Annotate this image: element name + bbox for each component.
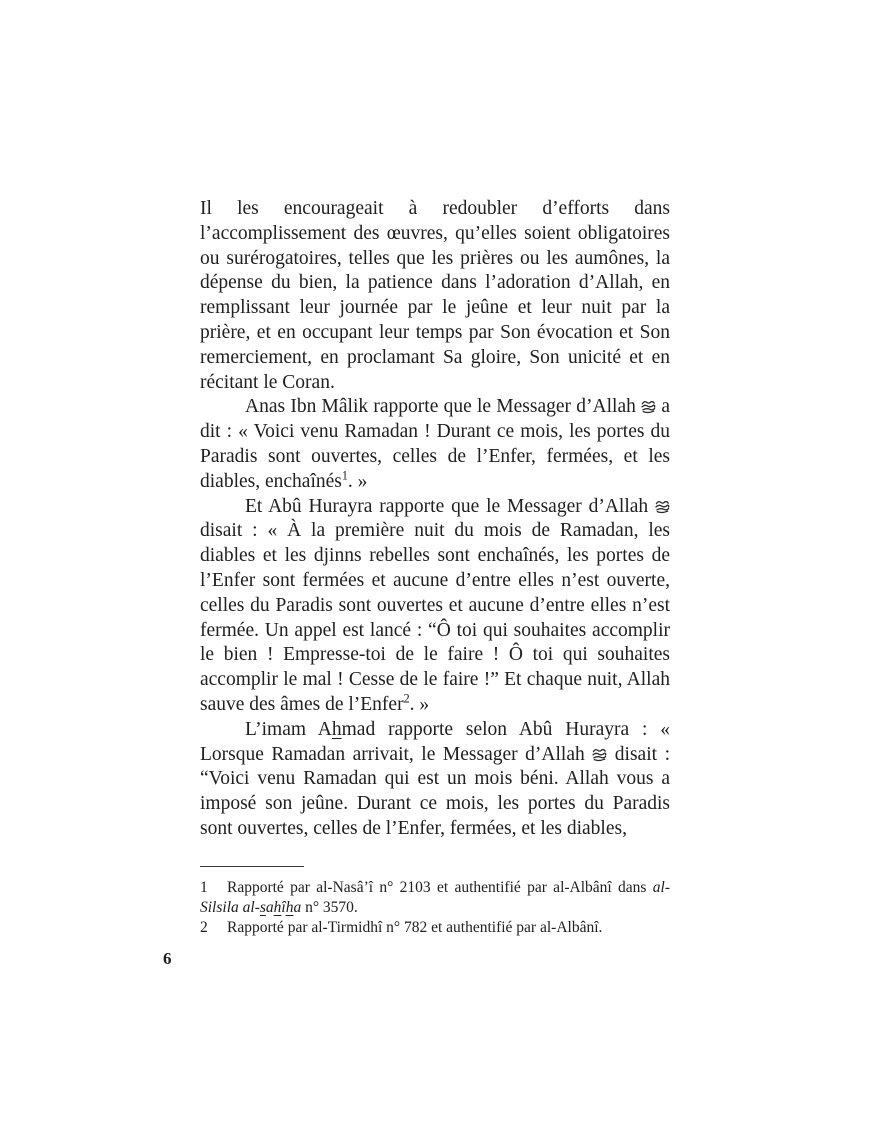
text-run: . » bbox=[409, 693, 430, 715]
paragraph bbox=[200, 197, 670, 395]
text-run: disait : “Voici venu Ramadan qui est un mois béni. Allah vous a imposé son jeûne. Durant ce mois, les portes du Paradis sont ouvertes, celles de l’Enfer, fermées, et les diables, bbox=[200, 743, 670, 839]
text-run: Rapporté par al-Tirmidhî n° 782 et authentifié par al-Albânî. bbox=[227, 919, 603, 937]
footnote bbox=[200, 918, 670, 938]
footnote-number: 2 bbox=[200, 919, 208, 937]
text-run: h bbox=[331, 718, 342, 740]
text-run: Et Abû Hurayra rapporte que le Messager d’Allah bbox=[245, 495, 655, 517]
footnote bbox=[200, 878, 670, 918]
text-run: a bbox=[293, 899, 302, 917]
paragraph bbox=[200, 718, 670, 842]
text-run: a bbox=[265, 899, 274, 917]
text-run: s bbox=[259, 899, 266, 917]
text-run: disait : « À la première nuit du mois de Ramadan, les diables et les djinns rebelles sont enchaînés, les portes de l’Enfer sont fermées et aucune d’entre elles n’est ouverte, celles du Paradis sont ouvertes et aucune d’entre elles n’est fermée. Un appel est lancé : “Ô toi qui souhaites accomplir le bien ! Empresse-toi de le faire ! Ô toi qui souhaites accomplir le mal ! Cesse de le faire !” Et chaque nuit, Allah sauve des âmes de l’Enfer bbox=[200, 520, 670, 715]
text-run: Rapporté par al-Nasâ’î n° 2103 et authentifié par al-Albânî dans bbox=[227, 879, 653, 896]
saws-calligraphy-icon bbox=[641, 399, 656, 414]
text-run: Il les encourageait à redoubler d’efforts dans l’accomplissement des œuvres, qu’elles soient obligatoires ou surérogatoires, telles que les prières ou les aumônes, la dépense du bien, la patience dans l’adoration d’Allah, en remplissant leur journée par le jeûne et leur nuit par la prière, et en occupant leur temps par Son évocation et Son remerciement, en proclamant Sa gloire, Son unicité et en récitant le Coran. bbox=[200, 198, 670, 393]
page-number: 6 bbox=[163, 949, 172, 968]
footnote-ref: 1 bbox=[341, 468, 348, 483]
text-run: L’imam A bbox=[245, 718, 332, 740]
footnote-ref: 2 bbox=[403, 691, 410, 706]
text-run: î bbox=[281, 899, 286, 917]
text-run: Anas Ibn Mâlik rapporte que le Messager d’Allah bbox=[245, 396, 642, 418]
footnote-separator bbox=[200, 866, 304, 867]
footnote-number: 1 bbox=[200, 879, 208, 896]
saws-calligraphy-icon bbox=[592, 747, 607, 762]
main-text-block bbox=[200, 197, 670, 842]
text-run: a dit : « Voici venu Ramadan ! Durant ce mois, les portes du Paradis sont ouvertes, celles de l’Enfer, fermées, et les diables, enchaînés bbox=[200, 396, 670, 492]
text-run: al-Silsila al- bbox=[200, 879, 670, 917]
footnotes-block bbox=[200, 878, 670, 939]
saws-calligraphy-icon bbox=[655, 499, 670, 514]
text-run: h bbox=[285, 899, 294, 917]
paragraph bbox=[200, 395, 670, 494]
text-run: h bbox=[273, 899, 282, 917]
text-run: mad rapporte selon Abû Hurayra : « Lorsque Ramadan arrivait, le Messager d’Allah bbox=[200, 718, 670, 765]
text-run: . » bbox=[347, 470, 368, 492]
paragraph bbox=[200, 495, 670, 718]
text-run: n° 3570. bbox=[301, 899, 358, 917]
